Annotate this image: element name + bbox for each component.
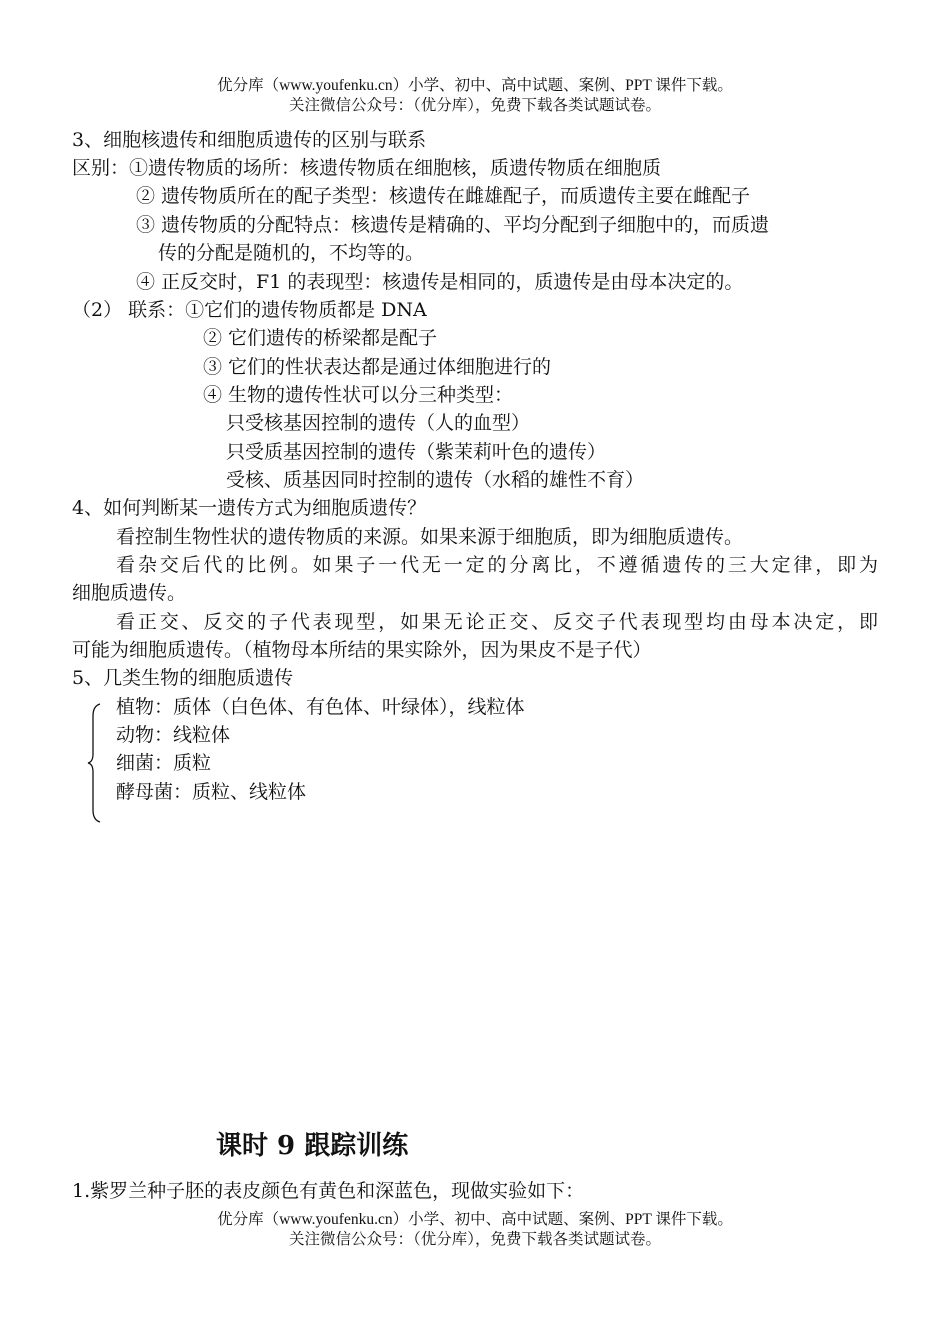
section3-heading: 3、细胞核遗传和细胞质遗传的区别与联系: [72, 129, 427, 151]
difference-3a: ③ 遗传物质的分配特点：核遗传是精确的、平均分配到子细胞中的，而质遗: [136, 214, 770, 236]
organism-item: 酵母菌：质粒、线粒体: [116, 781, 307, 803]
link-1: （2） 联系：①它们的遗传物质都是 DNA: [72, 299, 427, 321]
section4-heading: 4、如何判断某一遗传方式为细胞质遗传？: [72, 497, 427, 519]
criterion-2a: 看杂交后代的比例。如果子一代无一定的分离比，不遵循遗传的三大定律，即为: [116, 554, 878, 576]
inheritance-type-1: 只受核基因控制的遗传（人的血型）: [226, 412, 531, 434]
curly-brace: [86, 702, 106, 824]
difference-4: ④ 正反交时，F1 的表现型：核遗传是相同的，质遗传是由母本决定的。: [136, 271, 744, 293]
header-line-1: 优分库（www.youfenku.cn）小学、初中、高中试题、案例、PPT 课件下载。: [217, 77, 733, 94]
link-4: ④ 生物的遗传性状可以分三种类型：: [203, 384, 514, 406]
criterion-3a: 看正交、反交的子代表现型，如果无论正交、反交子代表现型均由母本决定，即: [116, 611, 878, 633]
organism-item: 植物：质体（白色体、有色体、叶绿体），线粒体: [116, 696, 525, 718]
question-1: 1.紫罗兰种子胚的表皮颜色有黄色和深蓝色，现做实验如下：: [72, 1180, 585, 1202]
page-header: [0, 76, 950, 116]
difference-1: 区别：①遗传物质的场所：核遗传物质在细胞核，质遗传物质在细胞质: [72, 157, 662, 179]
footer-line-1: 优分库（www.youfenku.cn）小学、初中、高中试题、案例、PPT 课件下载。: [217, 1211, 733, 1228]
section5-heading: 5、几类生物的细胞质遗传: [72, 667, 294, 689]
inheritance-type-3: 受核、质基因同时控制的遗传（水稻的雄性不育）: [226, 469, 645, 491]
organism-item: 动物：线粒体: [116, 724, 231, 746]
difference-3b: 传的分配是随机的，不均等的。: [158, 242, 425, 264]
link-2: ② 它们遗传的桥梁都是配子: [203, 327, 438, 349]
criterion-3b: 可能为细胞质遗传。（植物母本所结的果实除外，因为果皮不是子代）: [72, 639, 652, 661]
footer-line-2: 关注微信公众号：（优分库），免费下载各类试题试卷。: [288, 1231, 661, 1248]
inheritance-type-2: 只受质基因控制的遗传（紫茉莉叶色的遗传）: [226, 441, 607, 463]
criterion-1: 看控制生物性状的遗传物质的来源。如果来源于细胞质，即为细胞质遗传。: [116, 526, 744, 548]
organism-item: 细菌：质粒: [116, 752, 212, 774]
page-footer: [0, 1210, 950, 1250]
criterion-2b: 细胞质遗传。: [72, 582, 187, 604]
lesson-title: 课时 9 跟踪训练: [216, 1131, 409, 1161]
difference-2: ② 遗传物质所在的配子类型：核遗传在雌雄配子，而质遗传主要在雌配子: [136, 185, 751, 207]
link-3: ③ 它们的性状表达都是通过体细胞进行的: [203, 356, 552, 378]
header-line-2: 关注微信公众号：（优分库），免费下载各类试题试卷。: [288, 97, 661, 114]
